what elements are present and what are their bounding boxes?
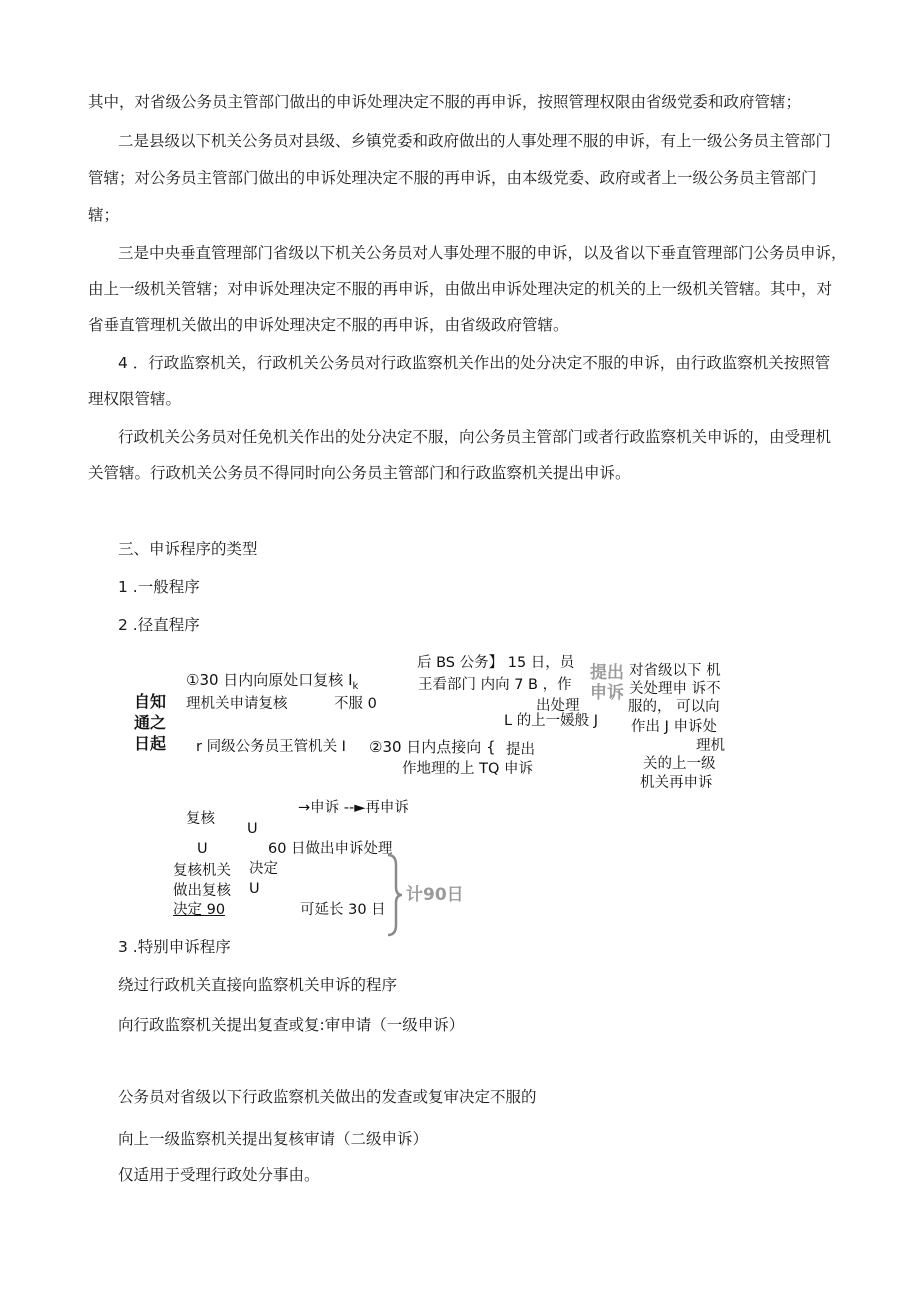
paragraph-2-line-2: 管辖；对公务员主管部门做出的申诉处理决定不服的再申诉，由本级党委、政府或者上一级公务员主管部门 [88, 169, 817, 187]
diagram-text: 可延长 30 日 [300, 902, 386, 918]
stamp-text-total-90-days: 计90日 [406, 885, 464, 905]
diagram-text: 理机关申请复核 [186, 696, 288, 712]
paragraph-5-line-2: 关管辖。行政机关公务员不得同时向公务员主管部门和行政监察机关提出申诉。 [88, 464, 631, 482]
diagram-text: r 同级公务员王管机关 I [196, 739, 346, 755]
curly-brace-icon [384, 853, 404, 937]
paragraph-3-line-3: 省垂直管理机关做出的申诉处理决定不服的再申诉，由省级政府管辖。 [88, 316, 569, 334]
stamp-text-file-appeal: 提出 [590, 663, 624, 683]
diagram-text: 关处理申 诉不 [629, 681, 721, 697]
paragraph-3-line-2: 由上一级机关管辖；对申诉处理决定不服的再申诉，由做出申诉处理决定的机关的上一级机关管辖。其中，对 [88, 280, 833, 298]
diagram-text: 复核机关 [173, 863, 231, 879]
diagram-text: 不服 0 [334, 696, 377, 712]
diagram-text: 日起 [134, 734, 167, 753]
paragraph-3-line-1: 三是中央垂直管理部门省级以下机关公务员对人事处理不服的申诉，以及省以下垂直管理部门公务员申诉， [118, 244, 847, 262]
diagram-text: 服的， 可以向 [628, 699, 720, 715]
diagram-text: U [197, 841, 208, 857]
stamp-text-file-appeal: 申诉 [590, 683, 624, 703]
special-text-3: 公务员对省级以下行政监察机关做出的发查或复审决定不服的 [118, 1088, 537, 1106]
diagram-text: ②30 日内点接向 { [369, 738, 496, 756]
diagram-text: k [352, 681, 359, 692]
list-item-direct-procedure: 2 .径直程序 [118, 616, 200, 634]
diagram-text: 对省级以下 机 [629, 663, 721, 679]
diagram-arrow-text: →申诉 --►再申诉 [298, 800, 409, 816]
diagram-text: 60 日做出申诉处理 [268, 841, 393, 857]
diagram-text: 机关再申诉 [640, 775, 713, 791]
diagram-text: 决定 90 [173, 902, 226, 918]
diagram-text: 决定 [249, 861, 278, 877]
paragraph-5-line-1: 行政机关公务员对任免机关作出的处分决定不服，向公务员主管部门或者行政监察机关申诉的，由受理机 [118, 428, 832, 446]
diagram-text: 自知 [134, 692, 167, 711]
diagram-text: 王看部门 内向 7 B ，作 [418, 677, 572, 693]
paragraph-2-line-1: 二是县级以下机关公务员对县级、乡镇党委和政府做出的人事处理不服的申诉，有上一级公务员主管部门 [118, 132, 832, 150]
special-text-4: 向上一级监察机关提出复核审请（二级申诉） [118, 1130, 429, 1148]
diagram-text: 作地理的上 TQ 申诉 [402, 761, 533, 777]
special-text-2: 向行政监察机关提出复查或复:审申请（一级申诉） [118, 1016, 465, 1034]
diagram-text: 作出 J 申诉处 [631, 719, 717, 735]
list-item-special-procedure: 3 .特别申诉程序 [118, 938, 231, 956]
paragraph-2-line-3: 辖； [88, 206, 120, 224]
diagram-text: L 的上一媛般 J [504, 713, 599, 729]
diagram-text: 复核 [186, 811, 215, 827]
paragraph-4-line-1: 4 ．行政监察机关，行政机关公务员对行政监察机关作出的处分决定不服的申诉，由行政监察机关按照管 [118, 354, 831, 372]
diagram-text: 通之 [134, 713, 167, 732]
diagram-text: 做出复核 [173, 883, 231, 899]
diagram-text: 提出 [506, 742, 535, 758]
diagram-text: 关的上一级 [643, 756, 716, 772]
diagram-text [186, 671, 358, 696]
paragraph-1: 其中，对省级公务员主管部门做出的申诉处理决定不服的再申诉，按照管理权限由省级党委和政府管辖； [88, 93, 802, 111]
diagram-text: 理机 [696, 738, 725, 754]
list-item-general-procedure: 1 .一般程序 [118, 578, 200, 596]
special-text-1: 绕过行政机关直接向监察机关申诉的程序 [118, 976, 398, 994]
special-text-5: 仅适用于受理行政处分事由。 [118, 1166, 320, 1184]
diagram-text: U [249, 881, 260, 897]
paragraph-4-line-2: 理权限管辖。 [88, 390, 182, 408]
diagram-text: 后 BS 公务】 15 日，员 [417, 655, 575, 671]
diagram-text: ①30 日内向原处口复核 I [186, 671, 353, 689]
diagram-text: 出处理 [536, 698, 580, 714]
section-heading: 三、申诉程序的类型 [118, 540, 258, 558]
diagram-text: U [247, 821, 258, 837]
